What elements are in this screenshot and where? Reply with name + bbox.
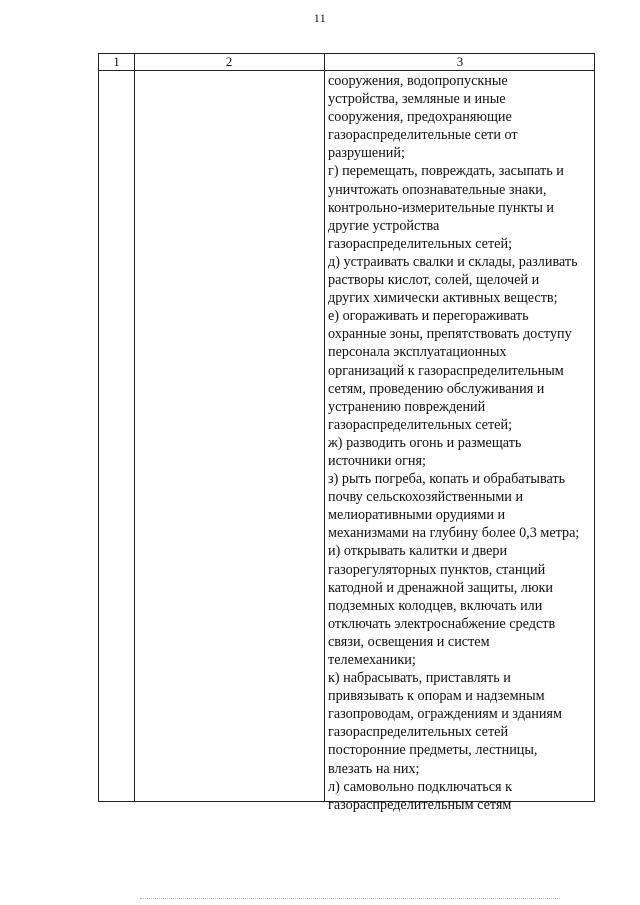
text-line: сооружения, предохраняющие — [328, 109, 512, 126]
text-line: д) устраивать свалки и склады, разливать — [328, 253, 578, 270]
text-line: источники огня; — [328, 452, 426, 469]
text-line: газораспределительных сетей; — [328, 235, 513, 252]
header-cell-1: 1 — [113, 54, 120, 69]
text-line: л) самовольно подключаться к — [328, 778, 513, 795]
header-cell-3: 3 — [456, 54, 464, 69]
text-line: г) перемещать, повреждать, засыпать и — [328, 163, 564, 180]
text-line: отключать электроснабжение средств — [328, 615, 556, 632]
text-line: влезать на них; — [328, 760, 420, 777]
text-line: разрушений; — [328, 145, 405, 162]
text-line: привязывать к опорам и надземным — [328, 688, 545, 705]
document-table — [98, 53, 595, 813]
text-line: почву сельскохозяйственными и — [328, 489, 524, 506]
text-line: и) открывать калитки и двери — [328, 543, 508, 560]
column-divider-2 — [324, 54, 325, 801]
text-line: механизмами на глубину более 0,3 метра; — [328, 525, 580, 542]
text-line: устройства, земляные и иные — [328, 91, 506, 108]
column-3-text — [328, 72, 596, 814]
text-line: посторонние предметы, лестницы, — [328, 742, 538, 759]
text-line: е) огораживать и перегораживать — [328, 308, 529, 325]
text-line: охранные зоны, препятствовать доступу — [328, 326, 572, 343]
text-line: контрольно-измерительные пункты и — [328, 199, 555, 216]
text-line: газораспределительных сетей — [328, 724, 509, 741]
text-line: связи, освещения и систем — [328, 633, 490, 650]
text-line: мелиоративными орудиями и — [328, 507, 506, 524]
text-line: ж) разводить огонь и размещать — [328, 434, 522, 451]
text-line: газораспределительным сетям — [328, 796, 512, 813]
text-line: телемеханики; — [328, 652, 416, 668]
text-line: другие устройства — [328, 217, 440, 234]
table-header-row — [99, 54, 594, 71]
page-number: 11 — [313, 11, 327, 25]
text-line: газопроводам, ограждениям и зданиям — [328, 706, 562, 723]
text-line: персонала эксплуатационных — [328, 344, 507, 361]
column-divider-1 — [134, 54, 135, 801]
text-line: сетям, проведению обслуживания и — [328, 380, 545, 397]
text-line: газораспределительные сети от — [328, 127, 518, 144]
text-line: растворы кислот, солей, щелочей и — [328, 272, 540, 289]
text-line: устранению повреждений — [328, 398, 486, 415]
text-line: организаций к газораспределительным — [328, 362, 564, 379]
text-line: других химически активных веществ; — [328, 290, 558, 307]
header-cell-2: 2 — [225, 54, 233, 69]
scan-noise-line — [140, 898, 560, 903]
text-line: к) набрасывать, приставлять и — [328, 670, 511, 687]
text-line: з) рыть погреба, копать и обрабатывать — [328, 471, 566, 488]
text-line: катодной и дренажной защиты, люки — [328, 579, 554, 596]
text-line: газорегуляторных пунктов, станций — [328, 561, 546, 578]
text-line: газораспределительных сетей; — [328, 416, 513, 433]
text-line: подземных колодцев, включать или — [328, 597, 543, 614]
text-line: сооружения, водопропускные — [328, 73, 508, 89]
text-line: уничтожать опознавательные знаки, — [328, 181, 547, 198]
